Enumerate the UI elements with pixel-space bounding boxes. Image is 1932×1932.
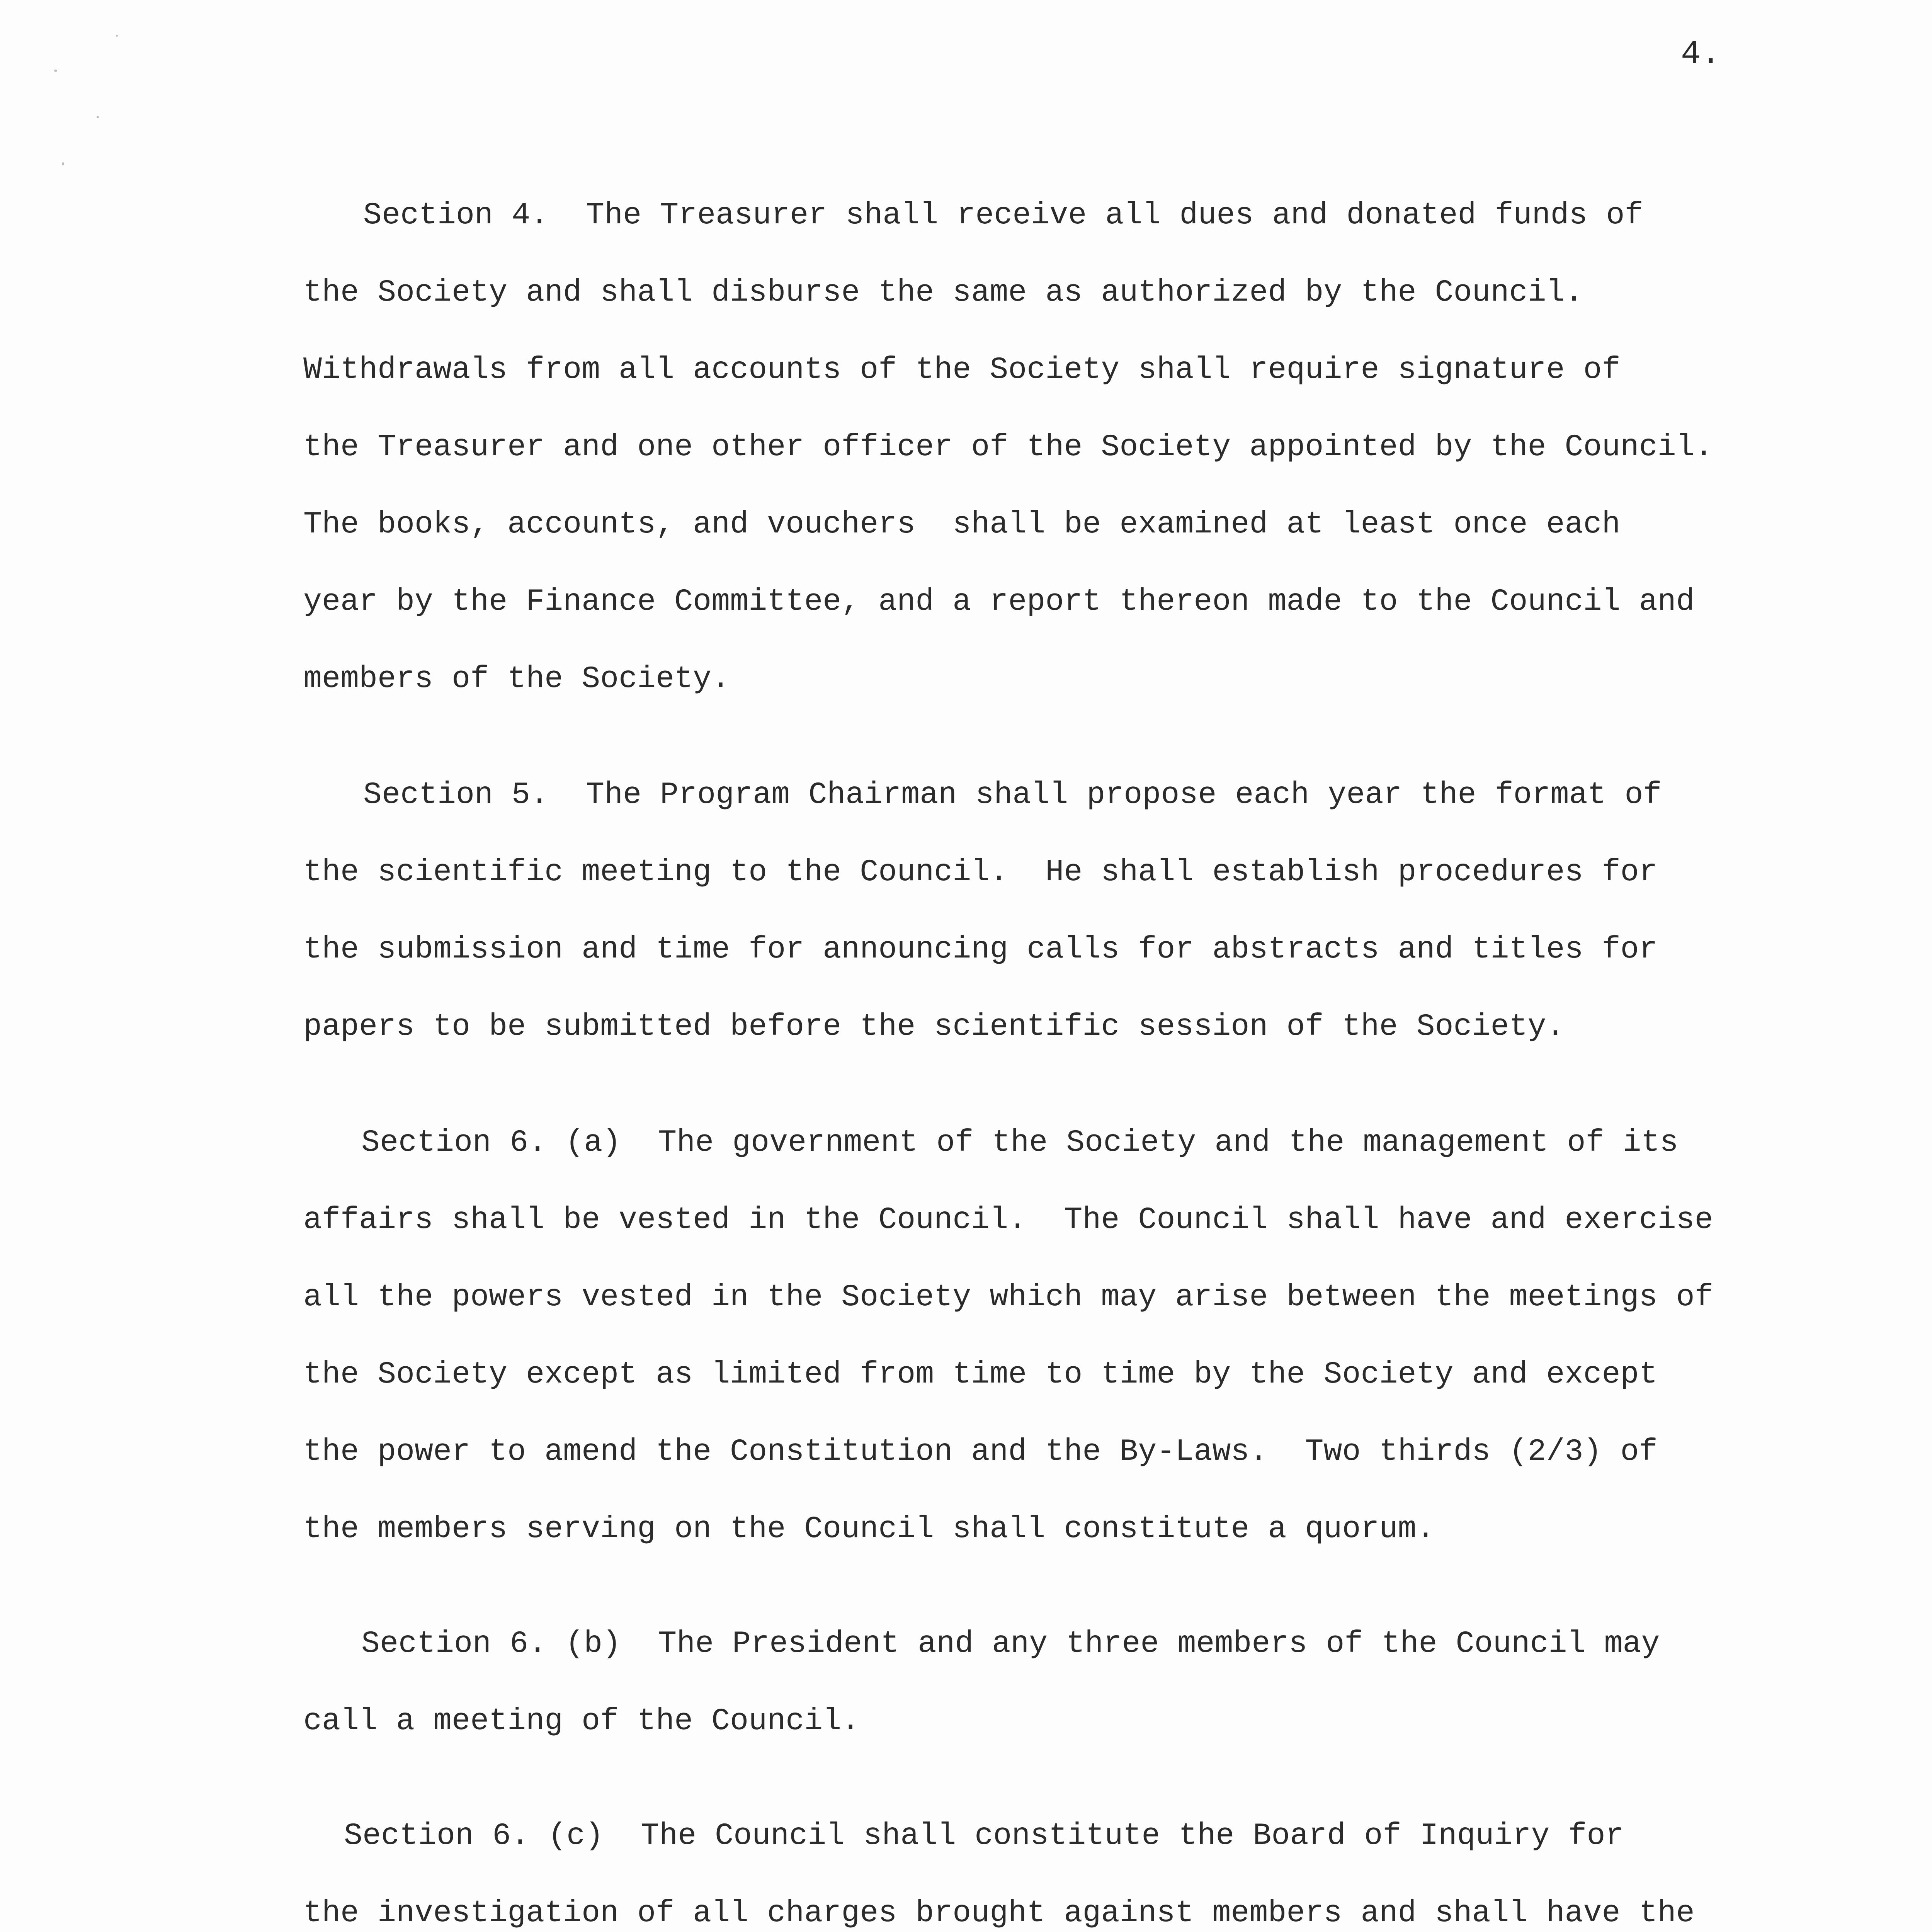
section-6b-heading-line: Section 6. (b) The President and any three members of the Council may	[361, 1626, 1660, 1662]
section-4-heading-line: Section 4. The Treasurer shall receive all dues and donated funds of	[363, 198, 1643, 233]
section-6c-line: the investigation of all charges brought against members and shall have the	[303, 1896, 1695, 1931]
scan-speck	[97, 116, 99, 118]
section-6a-line: the power to amend the Constitution and the By-Laws. Two thirds (2/3) of	[303, 1434, 1658, 1469]
section-5-line: the submission and time for announcing calls for abstracts and titles for	[303, 932, 1658, 967]
section-4-line: the Society and shall disburse the same as authorized by the Council.	[303, 275, 1583, 310]
section-4-line: Withdrawals from all accounts of the Society shall require signature of	[303, 352, 1621, 388]
scan-speck	[116, 35, 118, 37]
section-6a-line: affairs shall be vested in the Council. The Council shall have and exercise	[303, 1202, 1713, 1238]
page-number: 4.	[1681, 35, 1721, 73]
section-4-line: the Treasurer and one other officer of the Society appointed by the Council.	[303, 430, 1713, 465]
section-4-line: The books, accounts, and vouchers shall be examined at least once each	[303, 507, 1621, 542]
section-4-line: year by the Finance Committee, and a report thereon made to the Council and	[303, 584, 1695, 619]
section-6a-line: the members serving on the Council shall constitute a quorum.	[303, 1512, 1435, 1547]
section-5-line: the scientific meeting to the Council. He shall establish procedures for	[303, 855, 1658, 890]
section-4-line: members of the Society.	[303, 662, 730, 697]
section-6a-line: the Society except as limited from time to time by the Society and except	[303, 1357, 1658, 1392]
section-5-line: papers to be submitted before the scientific session of the Society.	[303, 1009, 1565, 1044]
section-6a-heading-line: Section 6. (a) The government of the Society and the management of its	[361, 1125, 1679, 1160]
section-5-heading-line: Section 5. The Program Chairman shall propose each year the format of	[363, 777, 1662, 813]
scan-speck	[54, 70, 57, 72]
scan-speck	[62, 162, 64, 165]
section-6b-line: call a meeting of the Council.	[303, 1704, 860, 1739]
section-6a-line: all the powers vested in the Society which may arise between the meetings of	[303, 1280, 1713, 1315]
section-6c-heading-line: Section 6. (c) The Council shall constitute the Board of Inquiry for	[344, 1818, 1624, 1854]
